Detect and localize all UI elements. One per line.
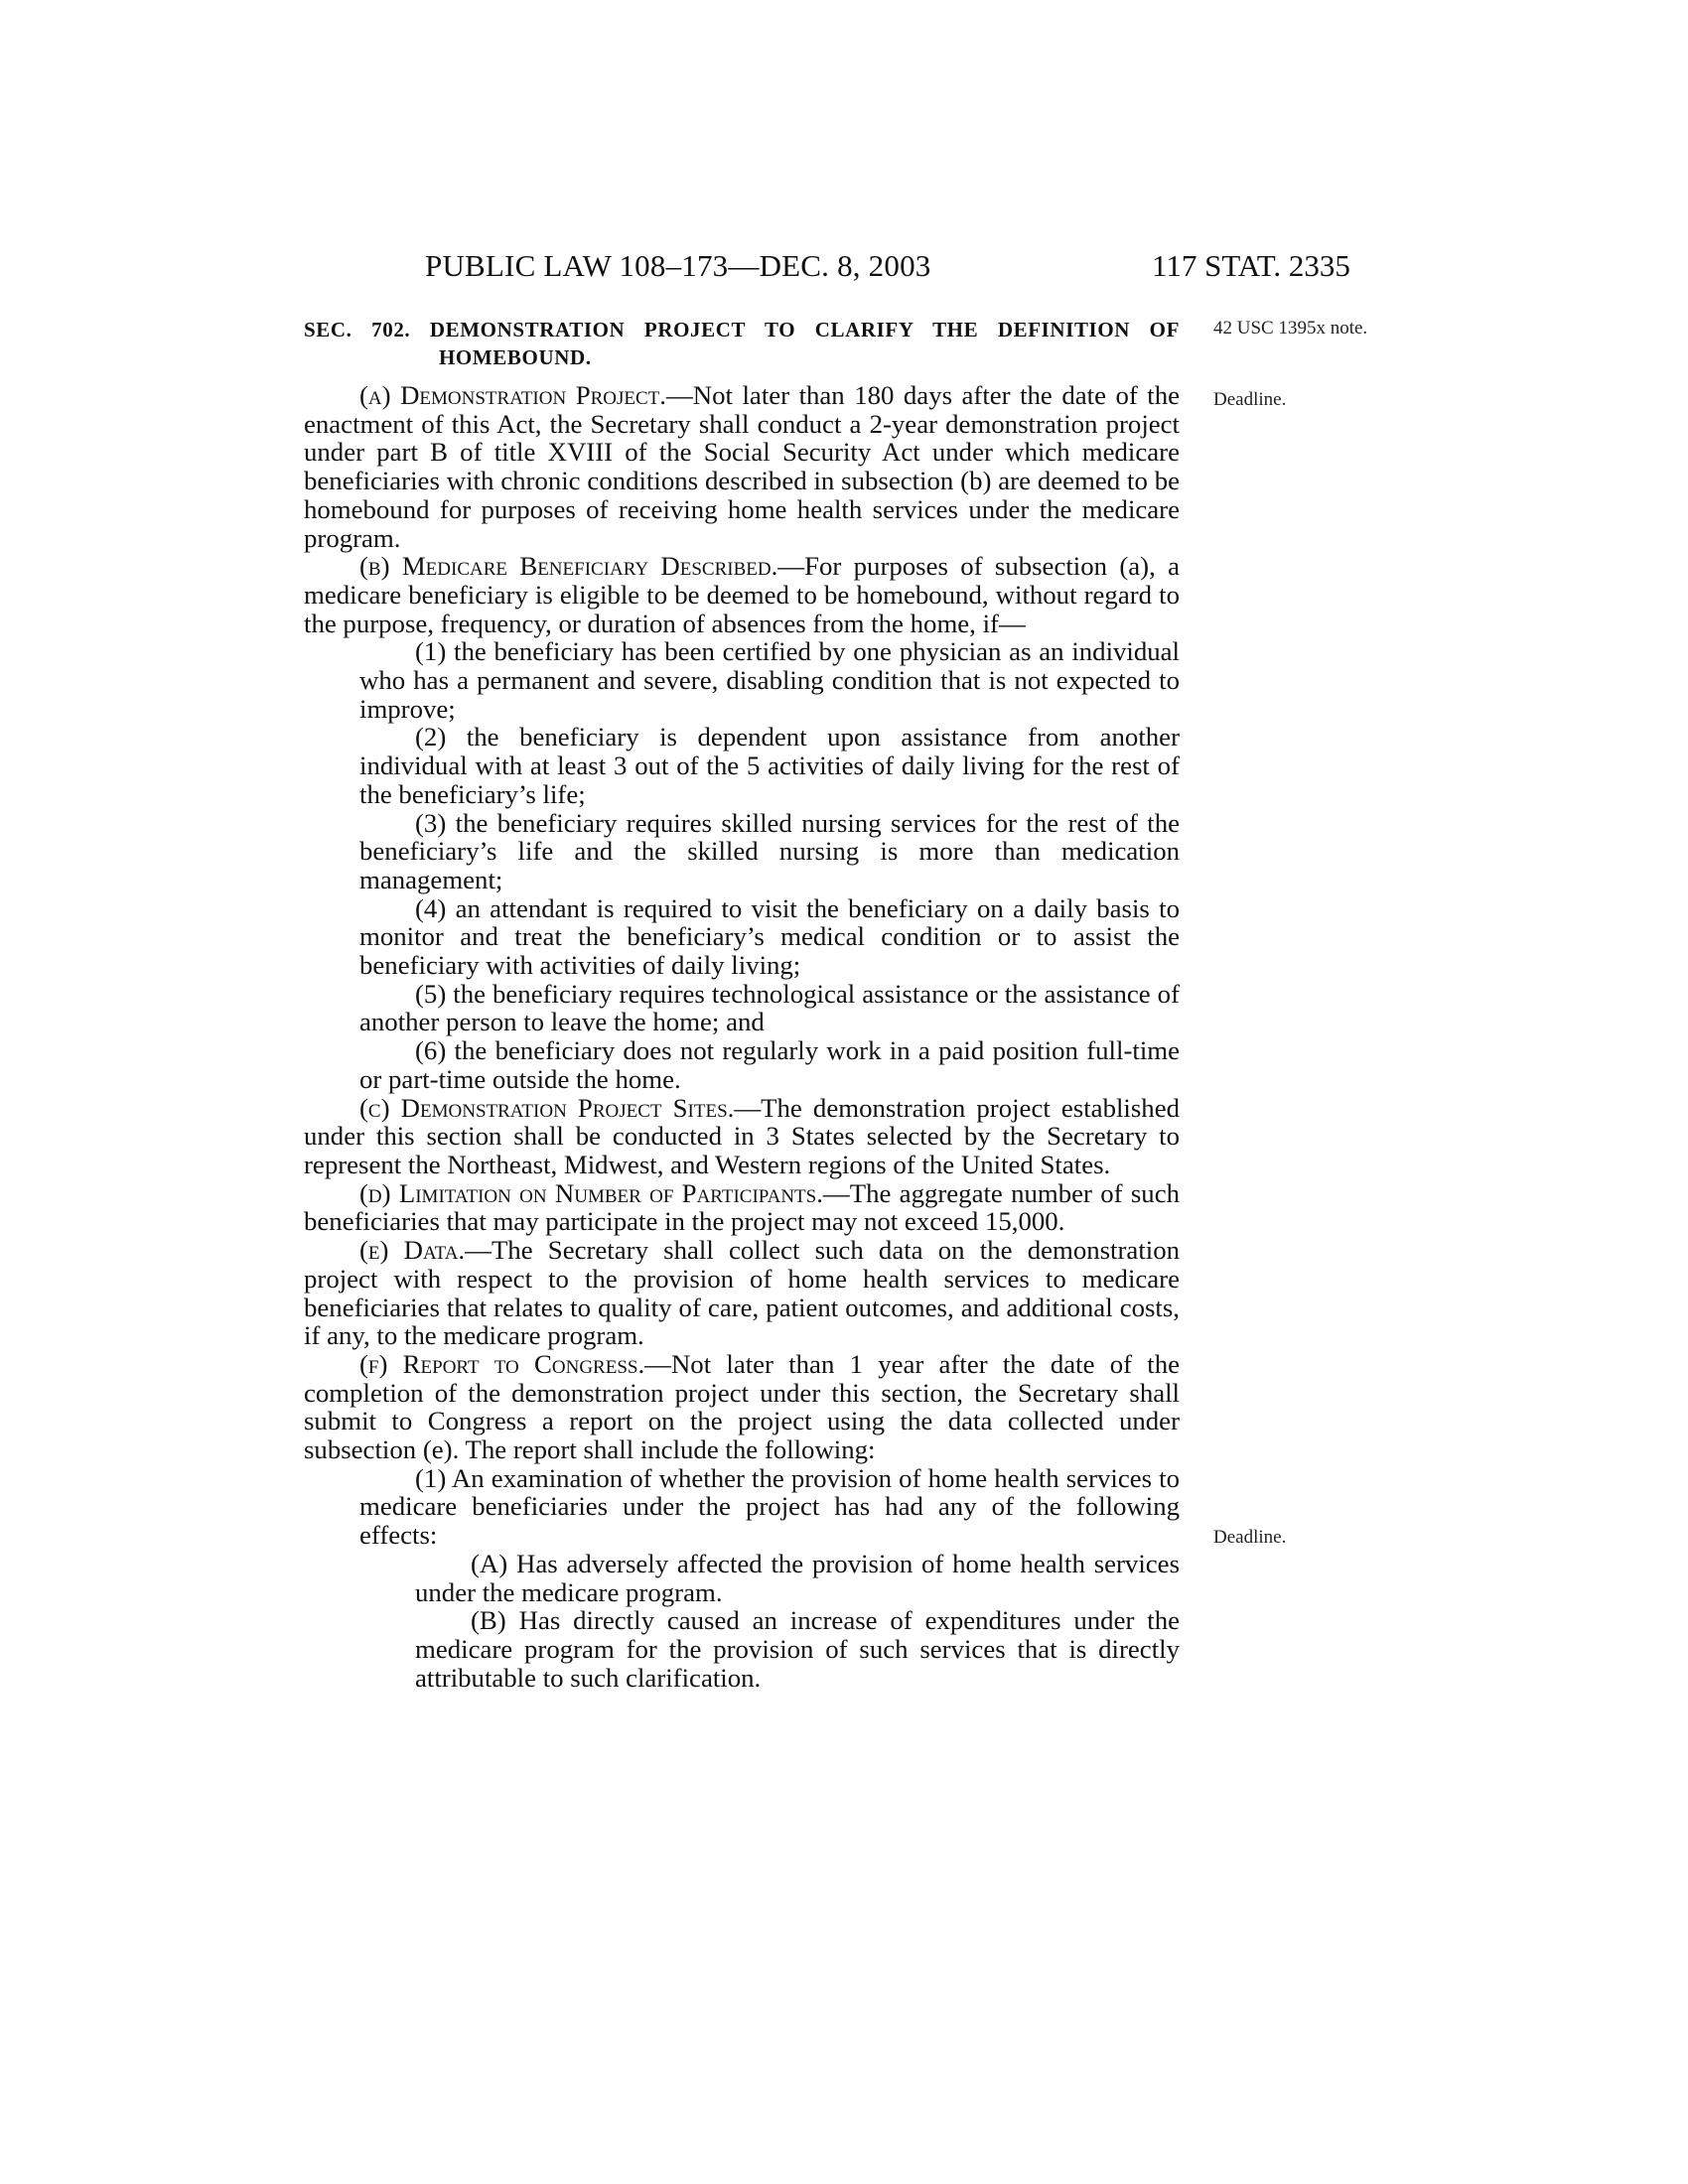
subsection-a [304, 381, 1180, 552]
subsection-c-heading: (c) Demonstration Project Sites.— [359, 1092, 762, 1123]
margin-note-deadline-f: Deadline. [1213, 1527, 1287, 1548]
subparagraph-fA: (A) Has adversely affected the provision of home health services under the medicare program. [415, 1548, 1180, 1607]
section-title: SEC. 702. DEMONSTRATION PROJECT TO CLARIFY THE DEFINITION OF HOMEBOUND. [304, 318, 1180, 369]
subsection-e-text: The Secretary shall collect such data on the demonstration project with respect to the provision of home health services to medicare beneficiaries that relates to quality of care, patient outcomes, and additional costs, if any, to the medicare program. [304, 1235, 1181, 1351]
paragraph-f1: (1) An examination of whether the provision of home health services to medicare beneficiaries under the project has had any of the following effects: [359, 1462, 1180, 1551]
paragraph-b2: (2) the beneficiary is dependent upon assistance from another individual with at least 3 out of the 5 activities of daily living for the rest of the beneficiary’s life; [359, 722, 1180, 809]
statute-body [304, 316, 1180, 1692]
running-header-title: PUBLIC LAW 108–173—DEC. 8, 2003 [425, 248, 931, 283]
subsection-e-heading: (e) Data.— [359, 1235, 492, 1266]
statute-page-number: 117 STAT. 2335 [1152, 248, 1350, 283]
paragraph-b5: (5) the beneficiary requires technological assistance or the assistance of another person to leave the home; and [359, 978, 1180, 1037]
subsection-f [304, 1350, 1180, 1464]
paragraph-b1: (1) the beneficiary has been certified by one physician as an individual who has a permanent and severe, disabling condition that is not expected to improve; [359, 636, 1180, 724]
subsection-a-text: Not later than 180 days after the date of the enactment of this Act, the Secretary shall conduct a 2-year demonstration project under part B of title XVIII of the Social Security Act under which medicare beneficiaries with chronic conditions described in subsection (b) are deemed to be homebound for purposes of receiving home health services under the medicare program. [304, 380, 1181, 553]
subsection-b [304, 552, 1180, 637]
subsection-b-text: For purposes of subsection (a), a medicare beneficiary is eligible to be deemed to be homebound, without regard to the purpose, frequency, or duration of absences from the home, if— [304, 551, 1180, 638]
paragraph-b3: (3) the beneficiary requires skilled nursing services for the rest of the beneficiary’s life and the skilled nursing is more than medication management; [359, 807, 1180, 894]
subsection-d [304, 1179, 1180, 1236]
paragraph-b4: (4) an attendant is required to visit the beneficiary on a daily basis to monitor and treat the beneficiary’s medical condition or to assist the beneficiary with activities of daily living; [359, 892, 1180, 981]
subsection-f-text: Not later than 1 year after the date of the completion of the demonstration project under this section, the Secretary shall submit to Congress a report on the project using the data collected under subsection (e). The report shall include the following: [304, 1348, 1180, 1465]
margin-note-usc: 42 USC 1395x note. [1213, 318, 1368, 339]
subsection-c-text: The demonstration project established under this section shall be conducted in 3 States selected by the Secretary to represent the Northeast, Midwest, and Western regions of the United States. [304, 1092, 1180, 1179]
subparagraph-fB: (B) Has directly caused an increase of expenditures under the medicare program for the provision of such services that is directly attributable to such clarification. [415, 1605, 1180, 1693]
subsection-d-text: The aggregate number of such beneficiaries that may participate in the project may not exceed 15,000. [304, 1177, 1180, 1237]
subsection-e [304, 1236, 1180, 1350]
subsection-a-heading: (a) Demonstration Project.— [359, 380, 693, 410]
subsection-d-heading: (d) Limitation on Number of Participants.— [359, 1177, 850, 1208]
subsection-b-heading: (b) Medicare Beneficiary Described.— [359, 551, 805, 582]
paragraph-b6: (6) the beneficiary does not regularly work in a paid position full-time or part-time outside the home. [359, 1035, 1180, 1094]
margin-note-deadline-a: Deadline. [1213, 389, 1287, 410]
subsection-c [304, 1094, 1180, 1179]
subsection-f-heading: (f) Report to Congress.— [359, 1348, 671, 1379]
